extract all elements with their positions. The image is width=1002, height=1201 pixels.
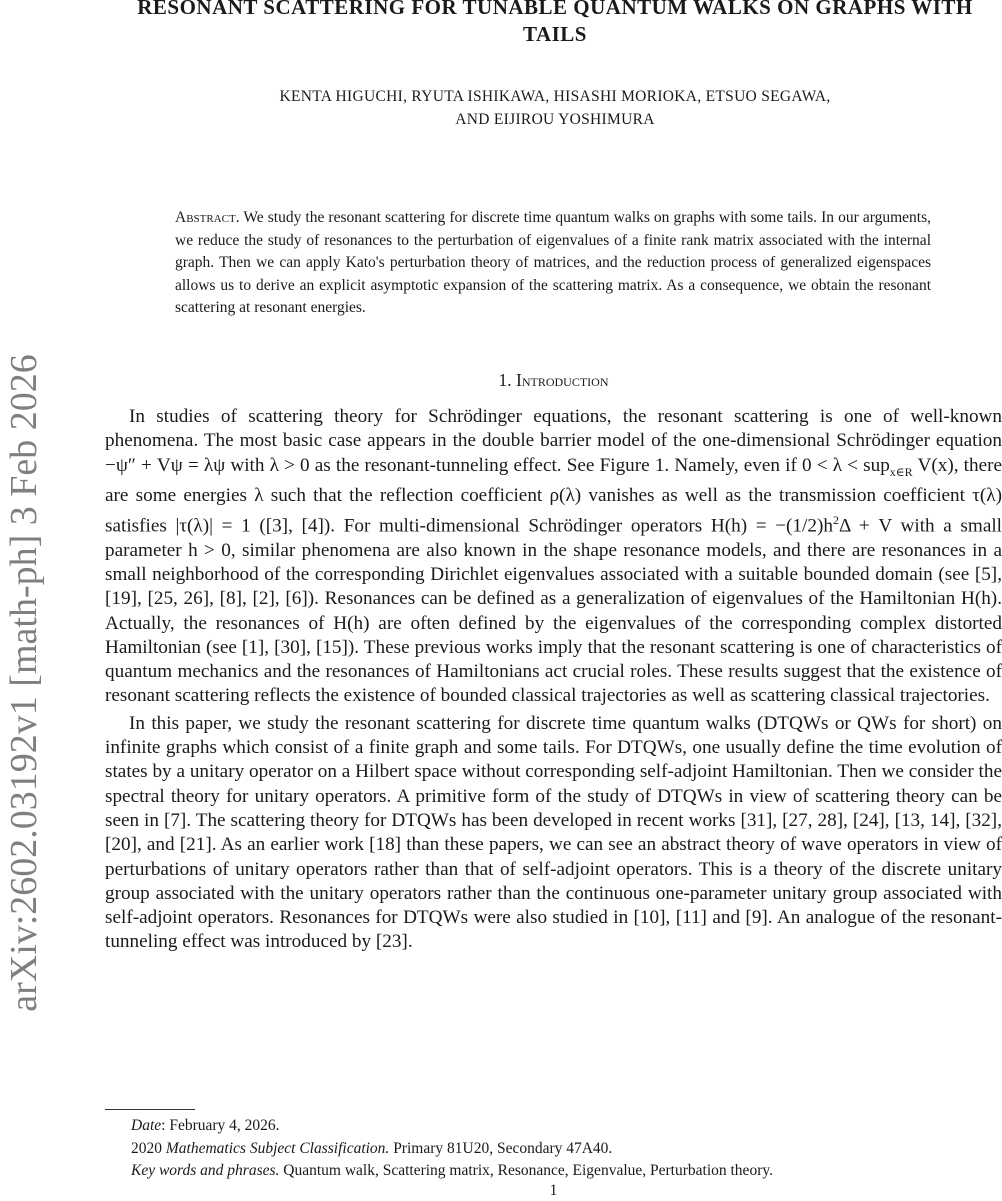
section-title: Introduction — [516, 370, 609, 390]
footnote-keywords-label: Key words and phrases. — [131, 1162, 280, 1180]
section-heading — [105, 368, 1002, 392]
page-number: 1 — [549, 1182, 558, 1199]
paragraph-1-part-1: In studies of scattering theory for Schrödinger equations, the resonant scattering is one of well-known phenomena. The most basic case appears in the double barrier model of the one-dimensional Schrödinger equation −ψ″ + Vψ = λψ with λ > 0 as the resonant-tunneling effect. See Figure 1. Namely, even if 0 < λ < sup — [105, 406, 1002, 476]
abstract — [175, 207, 931, 320]
paper-title: RESONANT SCATTERING FOR TUNABLE QUANTUM WALKS ON GRAPHS WITH TAILS — [137, 0, 973, 46]
footnote-date — [105, 1115, 1002, 1138]
author-list — [105, 85, 1002, 131]
footnote-date-value: : February 4, 2026. — [161, 1117, 280, 1134]
paragraph-1-part-3: Δ + V with a small parameter h > 0, similar phenomena are also known in the shape resonance models, and there are resonances in a small neighborhood of the corresponding Dirichlet eigenvalues associated with a suitable bounded domain (see [5], [19], [25, 26], [8], [2], [6]). Resonances can be defined as a generalization of eigenvalues of the Hamiltonian H(h). Actually, the resonances of H(h) are often defined by the eigenvalues of the corresponding complex distorted Hamiltonian (see [1], [30], [15]). These previous works imply that the resonant scattering is one of characteristics of quantum mechanics and the resonances of Hamiltonians act crucial roles. These results suggest that the existence of resonant scattering reflects the existence of bounded classical trajectories as well as scattering classical trajectories. — [105, 515, 1002, 707]
abstract-text: We study the resonant scattering for discrete time quantum walks on graphs with some tails. In our arguments, we reduce the study of resonances to the perturbation of eigenvalues of a finite rank matrix associated with the internal graph. Then we can apply Kato's perturbation theory of matrices, and the reduction process of generalized eigenspaces allows us to derive an explicit asymptotic expansion of the scattering matrix. As a consequence, we obtain the resonant scattering at resonant energies. — [175, 209, 931, 317]
introduction-body — [105, 405, 1002, 955]
footnote-keywords — [105, 1160, 1002, 1183]
paragraph-2: In this paper, we study the resonant scattering for discrete time quantum walks (DTQWs or QWs for short) on infinite graphs which consist of a finite graph and some tails. For DTQWs, one usually define the time evolution of states by a unitary operator on a Hilbert space without corresponding self-adjoint Hamiltonian. Then we consider the spectral theory for unitary operators. A primitive form of the study of DTQWs in view of scattering theory can be seen in [7]. The scattering theory for DTQWs has been developed in recent works [31], [27, 28], [24], [13, 14], [32], [20], and [21]. As an earlier work [18] than these papers, we can see an abstract theory of wave operators in view of perturbations of unitary operators rather than that of self-adjoint operators. This is a theory of the discrete unitary group associated with the unitary operators rather than the continuous one-parameter unitary group associated with self-adjoint operators. Resonances for DTQWs were also studied in [10], [11] and [9]. An analogue of the resonant-tunneling effect was introduced by [23]. — [105, 712, 1002, 953]
author-line-1: KENTA HIGUCHI, RYUTA ISHIKAWA, HISASHI MORIOKA, ETSUO SEGAWA, — [279, 88, 831, 105]
paragraph-1-part-2: V(x), there are some energies λ such that the reflection coefficient ρ(λ) vanishes as well as the transmission coefficient τ(λ) satisfies |τ(λ)| = 1 ([3], [4]). For multi-dimensional Schrödinger operators H(h) = −(1/2)h — [105, 454, 1002, 537]
abstract-label: Abstract. — [175, 209, 240, 226]
arxiv-identifier-stamp — [0, 180, 48, 1185]
author-line-2: AND EIJIROU YOSHIMURA — [455, 111, 655, 128]
section-number: 1. — [498, 370, 512, 390]
footnote-divider — [105, 1109, 195, 1110]
h-squared-superscript: 2 — [832, 513, 839, 528]
footnote-msc-label: Mathematics Subject Classification. — [165, 1139, 390, 1157]
footnote-date-label: Date — [131, 1117, 162, 1134]
footnotes — [105, 1115, 1002, 1183]
footnote-msc-year: 2020 — [131, 1139, 162, 1157]
arxiv-id-text: arXiv:2602.03192v1 [math-ph] 3 Feb 2026 — [3, 353, 45, 1012]
sup-subscript: x∈R — [889, 464, 913, 479]
footnote-msc — [105, 1138, 1002, 1161]
footnote-msc-value: Primary 81U20, Secondary 47A40. — [393, 1139, 613, 1157]
paragraph-1 — [105, 405, 1002, 709]
footnote-keywords-value: Quantum walk, Scattering matrix, Resonance, Eigenvalue, Perturbation theory. — [283, 1162, 773, 1180]
